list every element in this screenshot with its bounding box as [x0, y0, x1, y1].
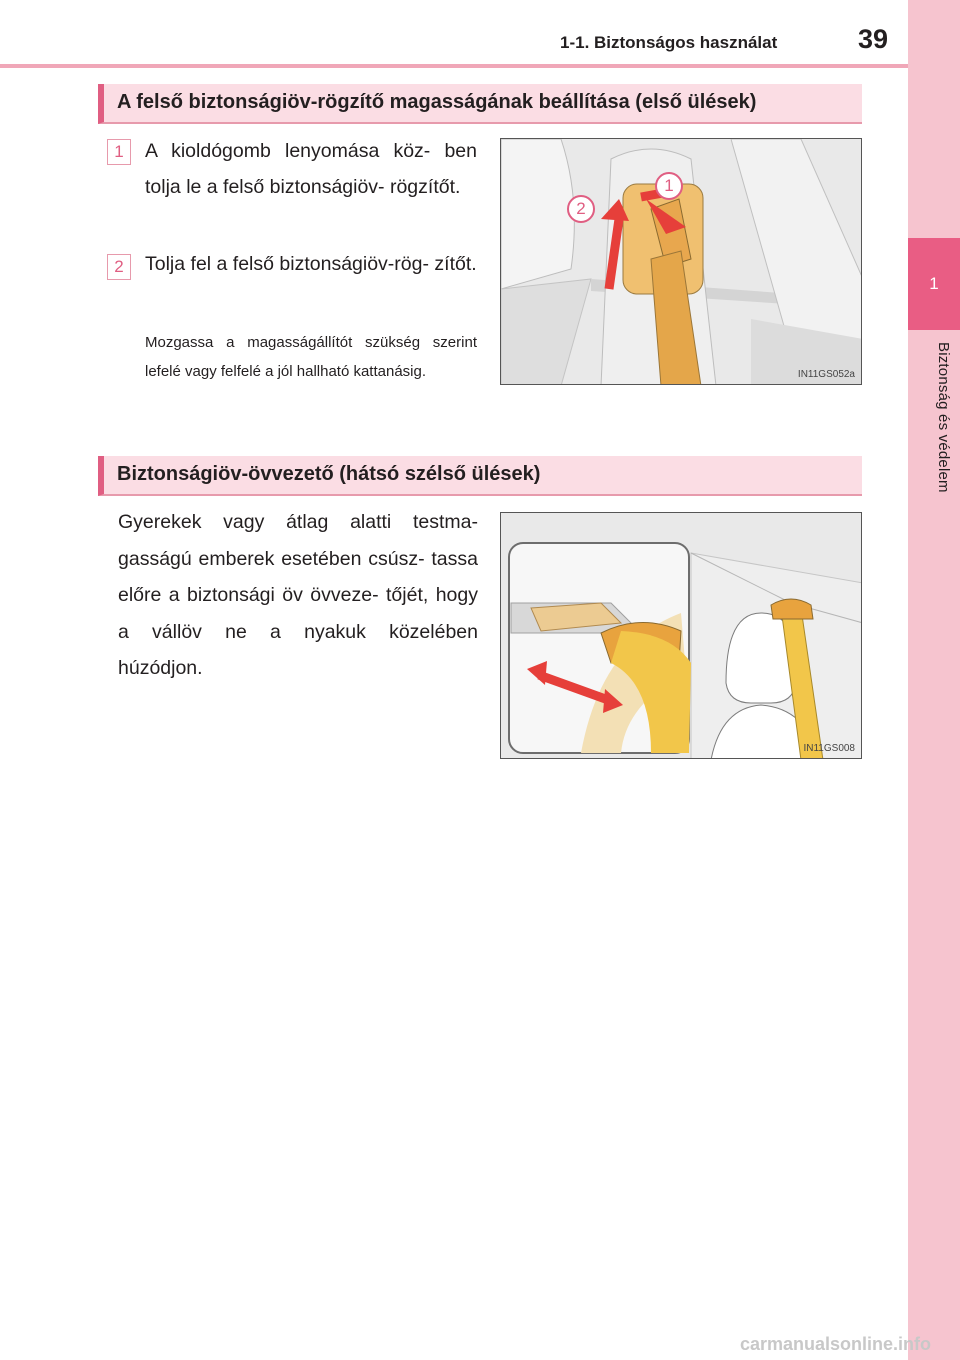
belt-guide-illustration: [501, 513, 862, 759]
figure-code-2: IN11GS008: [803, 743, 855, 754]
section-heading-1: [98, 84, 862, 124]
section-heading-2: [98, 456, 862, 496]
section-2-text: Gyerekek vagy átlag alatti testma- gasságú emberek esetében csúsz- tassa előre a biztonsági öv övveze- tőjét, hogy a vállöv ne a nyakuk közelében húzódjon.: [118, 511, 478, 679]
step-note: Mozgassa a magasságállítót szükség szerint lefelé vagy felfelé a jól hallható kattanásig.: [145, 334, 477, 380]
page-number: 39: [858, 24, 889, 54]
header-rule: [0, 64, 908, 68]
figure-belt-anchor: [500, 138, 862, 385]
chapter-number: 1: [908, 238, 960, 330]
watermark: carmanualsonline.info: [740, 1334, 932, 1354]
section-heading-2-text: Biztonságiöv-övvezető (hátsó szélső ülések): [117, 463, 541, 485]
belt-anchor-illustration: [501, 139, 862, 385]
step-number-1: 1: [107, 139, 131, 165]
chapter-side-tab: [908, 0, 960, 1360]
figure-code-1: IN11GS052a: [797, 369, 855, 380]
chapter-title: Biztonság és védelem: [935, 342, 952, 493]
step-2-text: Tolja fel a felső biztonságiöv-rög- zítőt.: [145, 253, 477, 275]
figure-callout-2: 2: [567, 195, 595, 223]
section-heading-1-text: A felső biztonságiöv-rögzítő magasságának beállítása (első ülések): [117, 91, 757, 113]
step-1-text: A kioldógomb lenyomása köz- ben tolja le a felső biztonságiöv- rögzítőt.: [145, 140, 477, 198]
running-header-title: 1-1. Biztonságos használat: [560, 33, 778, 52]
step-number-2: 2: [107, 254, 131, 280]
figure-callout-1: 1: [655, 172, 683, 200]
figure-belt-guide: [500, 512, 862, 759]
